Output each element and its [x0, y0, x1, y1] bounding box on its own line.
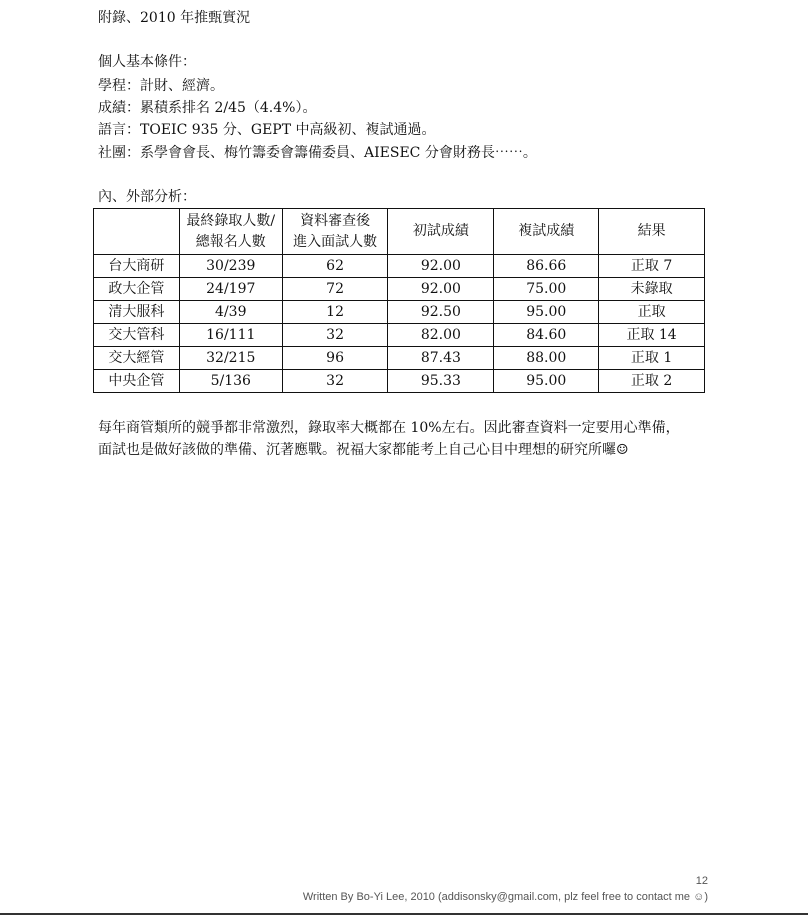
header-result: 結果 — [599, 209, 705, 255]
cell-interviewees: 96 — [282, 347, 388, 370]
cell-school: 政大企管 — [94, 278, 180, 301]
profile-clubs-line: 社團：系學會會長、梅竹籌委會籌備委員、AIESEC 分會財務長⋯⋯。 — [98, 145, 537, 161]
cell-result: 正取 2 — [599, 370, 705, 393]
cell-admitted-applicants: 16/111 — [179, 324, 282, 347]
cell-first-score: 92.00 — [388, 278, 494, 301]
conclusion-line: 面試也是做好該做的準備、沉著應戰。祝福大家都能考上自己心目中理想的研究所囉☺ — [98, 442, 629, 458]
header-school — [94, 209, 180, 255]
cell-admitted-applicants: 32/215 — [179, 347, 282, 370]
header-interviewees-text: 資料審查後 進入面試人數 — [293, 212, 378, 250]
page-number: 12 — [695, 875, 708, 887]
cell-second-score: 88.00 — [494, 347, 599, 370]
conclusion-paragraph — [98, 417, 713, 461]
cell-interviewees: 12 — [282, 301, 388, 324]
header-first-score: 初試成績 — [388, 209, 494, 255]
table-header-row — [94, 209, 705, 255]
header-admitted-applicants — [179, 209, 282, 255]
profile-program-line: 學程：計財、經濟。 — [98, 78, 224, 94]
cell-result: 未錄取 — [599, 278, 705, 301]
cell-result: 正取 1 — [599, 347, 705, 370]
header-admitted-text: 最終錄取人數/ 總報名人數 — [186, 212, 276, 250]
table-row — [94, 278, 705, 301]
cell-first-score: 87.43 — [388, 347, 494, 370]
cell-school: 中央企管 — [94, 370, 180, 393]
cell-interviewees: 72 — [282, 278, 388, 301]
results-table — [93, 208, 705, 393]
cell-result: 正取 14 — [599, 324, 705, 347]
cell-school: 清大服科 — [94, 301, 180, 324]
cell-school: 交大管科 — [94, 324, 180, 347]
appendix-title: 附錄、2010 年推甄實況 — [98, 10, 251, 26]
cell-second-score: 95.00 — [494, 301, 599, 324]
bottom-divider — [0, 913, 808, 915]
cell-result: 正取 7 — [599, 255, 705, 278]
cell-admitted-applicants: 4/39 — [179, 301, 282, 324]
header-second-score: 複試成績 — [494, 209, 599, 255]
cell-first-score: 92.50 — [388, 301, 494, 324]
cell-school: 交大經管 — [94, 347, 180, 370]
profile-heading: 個人基本條件： — [98, 54, 196, 70]
footer-credit: Written By Bo-Yi Lee, 2010 (addisonsky@gmail.com, plz feel free to contact me ☺) — [302, 891, 708, 903]
cell-second-score: 95.00 — [494, 370, 599, 393]
cell-interviewees: 32 — [282, 324, 388, 347]
cell-result: 正取 — [599, 301, 705, 324]
analysis-heading: 內、外部分析： — [98, 189, 196, 205]
cell-interviewees: 32 — [282, 370, 388, 393]
cell-admitted-applicants: 5/136 — [179, 370, 282, 393]
cell-admitted-applicants: 24/197 — [179, 278, 282, 301]
cell-first-score: 95.33 — [388, 370, 494, 393]
cell-second-score: 86.66 — [494, 255, 599, 278]
table-row — [94, 255, 705, 278]
profile-language-line: 語言：TOEIC 935 分、GEPT 中高級初、複試通過。 — [98, 122, 436, 138]
cell-second-score: 84.60 — [494, 324, 599, 347]
table-row — [94, 347, 705, 370]
cell-admitted-applicants: 30/239 — [179, 255, 282, 278]
table-row — [94, 370, 705, 393]
cell-school: 台大商研 — [94, 255, 180, 278]
profile-grades-line: 成績：累積系排名 2/45（4.4%）。 — [98, 100, 317, 116]
header-interviewees — [282, 209, 388, 255]
cell-interviewees: 62 — [282, 255, 388, 278]
cell-first-score: 92.00 — [388, 255, 494, 278]
cell-first-score: 82.00 — [388, 324, 494, 347]
table-row — [94, 301, 705, 324]
conclusion-line: 每年商管類所的競爭都非常激烈，錄取率大概都在 10%左右。因此審查資料一定要用心準備， — [98, 420, 680, 436]
table-row — [94, 324, 705, 347]
cell-second-score: 75.00 — [494, 278, 599, 301]
